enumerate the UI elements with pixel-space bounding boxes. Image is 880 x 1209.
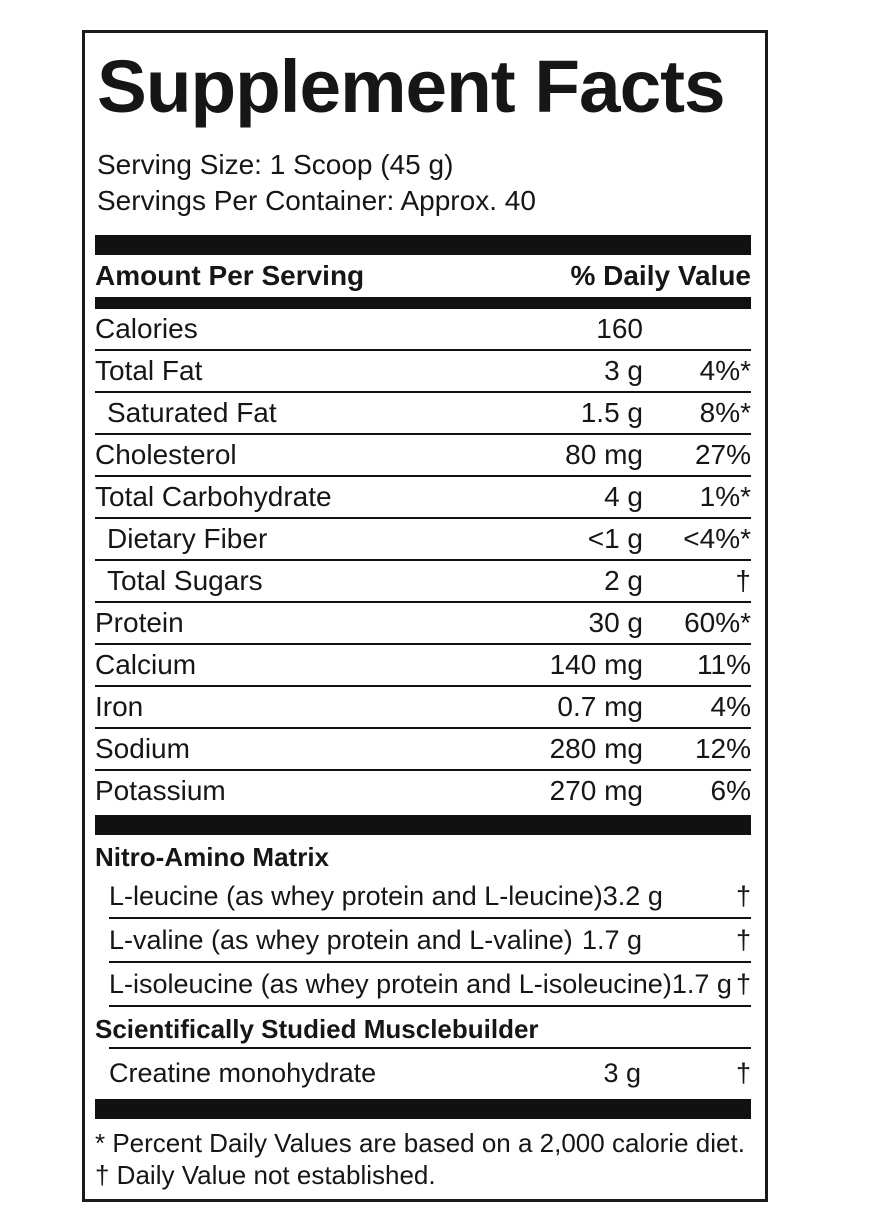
nutrient-dv: 4%: [710, 691, 751, 722]
nutrient-amount: 140 mg: [549, 649, 643, 680]
ingredient-dv: †: [735, 880, 751, 911]
nutrient-amount: 270 mg: [549, 775, 643, 806]
nutrient-amount: 30 g: [588, 607, 643, 638]
nutrient-list: [95, 309, 751, 811]
nutrient-name: Calories: [95, 313, 198, 344]
ingredient-amount: 3.2 g: [602, 880, 663, 911]
nutrient-row: [95, 729, 751, 771]
footnote-not-established: † Daily Value not established.: [95, 1160, 436, 1190]
nutrient-name: Calcium: [95, 649, 197, 680]
ingredient-name: L-isoleucine (as whey protein and L-isoleucine): [109, 968, 672, 999]
ingredient-dv: †: [735, 968, 751, 999]
nutrient-amount: 4 g: [604, 481, 643, 512]
nutrient-row: [95, 393, 751, 435]
nutrient-name: Total Sugars: [107, 565, 263, 596]
nutrient-row: [95, 687, 751, 729]
ingredient-name: Creatine monohydrate: [109, 1057, 377, 1088]
nutrient-dv: 1%*: [699, 481, 751, 512]
panel-title: Supplement Facts: [97, 45, 725, 128]
ingredient-name: L-leucine (as whey protein and L-leucine): [109, 880, 603, 911]
nutrient-dv: 11%: [697, 649, 751, 680]
amount-per-serving-heading: Amount Per Serving: [95, 260, 365, 291]
nutrient-name: Total Carbohydrate: [95, 481, 332, 512]
nutrient-row: [95, 645, 751, 687]
ingredient-row: [109, 1047, 751, 1097]
nitro-amino-heading: Nitro-Amino Matrix: [95, 842, 329, 872]
ingredient-row: [109, 963, 751, 1007]
ingredient-amount: 1.7 g: [671, 968, 732, 999]
column-header: [95, 255, 751, 297]
ingredient-amount: 1.7 g: [582, 924, 643, 955]
nutrient-row: [95, 561, 751, 603]
ingredient-name: L-valine (as whey protein and L-valine): [109, 924, 573, 955]
nutrient-dv: 4%*: [699, 355, 751, 386]
nutrient-row: [95, 477, 751, 519]
ingredient-amount: 3 g: [603, 1057, 641, 1088]
daily-value-heading: % Daily Value: [570, 260, 751, 291]
servings-per-container: Servings Per Container: Approx. 40: [97, 185, 536, 216]
nutrient-name: Sodium: [95, 733, 190, 764]
supplement-facts-panel: [82, 30, 768, 1202]
nutrient-row: [95, 351, 751, 393]
nutrient-row: [95, 771, 751, 811]
nutrient-name: Cholesterol: [95, 439, 237, 470]
nutrient-dv: <4%*: [683, 523, 751, 554]
nutrient-amount: <1 g: [587, 523, 643, 554]
nutrient-row: [95, 309, 751, 351]
nutrient-dv: 8%*: [699, 397, 751, 428]
divider-thick: [95, 235, 751, 255]
nutrient-dv: 60%*: [684, 607, 751, 638]
ingredient-dv: †: [735, 924, 751, 955]
nutrient-name: Protein: [95, 607, 184, 638]
nutrient-amount: 0.7 mg: [557, 691, 643, 722]
nutrient-dv: 27%: [694, 439, 751, 470]
nutrient-name: Total Fat: [95, 355, 203, 386]
nutrient-amount: 2 g: [604, 565, 643, 596]
footnote-daily-values: * Percent Daily Values are based on a 2,000 calorie diet.: [95, 1128, 745, 1158]
nutrient-name: Potassium: [95, 775, 226, 806]
divider-thick: [95, 815, 751, 835]
musclebuilder-heading: Scientifically Studied Musclebuilder: [95, 1014, 539, 1044]
nutrient-row: [95, 435, 751, 477]
nutrient-name: Saturated Fat: [107, 397, 277, 428]
nutrient-amount: 3 g: [604, 355, 643, 386]
nutrient-amount: 80 mg: [565, 439, 643, 470]
divider-medium: [95, 297, 751, 309]
nutrient-dv: 12%: [694, 733, 751, 764]
nutrient-row: [95, 603, 751, 645]
nutrient-amount: 280 mg: [549, 733, 643, 764]
ingredient-row: [109, 875, 751, 919]
nutrient-dv: †: [735, 565, 751, 596]
nutrient-row: [95, 519, 751, 561]
nutrient-name: Dietary Fiber: [107, 523, 268, 554]
divider-thick: [95, 1099, 751, 1119]
nutrient-amount: 160: [596, 313, 643, 344]
ingredient-dv: †: [735, 1057, 751, 1088]
nutrient-amount: 1.5 g: [580, 397, 643, 428]
serving-size: Serving Size: 1 Scoop (45 g): [97, 149, 454, 180]
ingredient-row: [109, 919, 751, 963]
nutrient-name: Iron: [95, 691, 144, 722]
nutrient-dv: 6%: [710, 775, 751, 806]
